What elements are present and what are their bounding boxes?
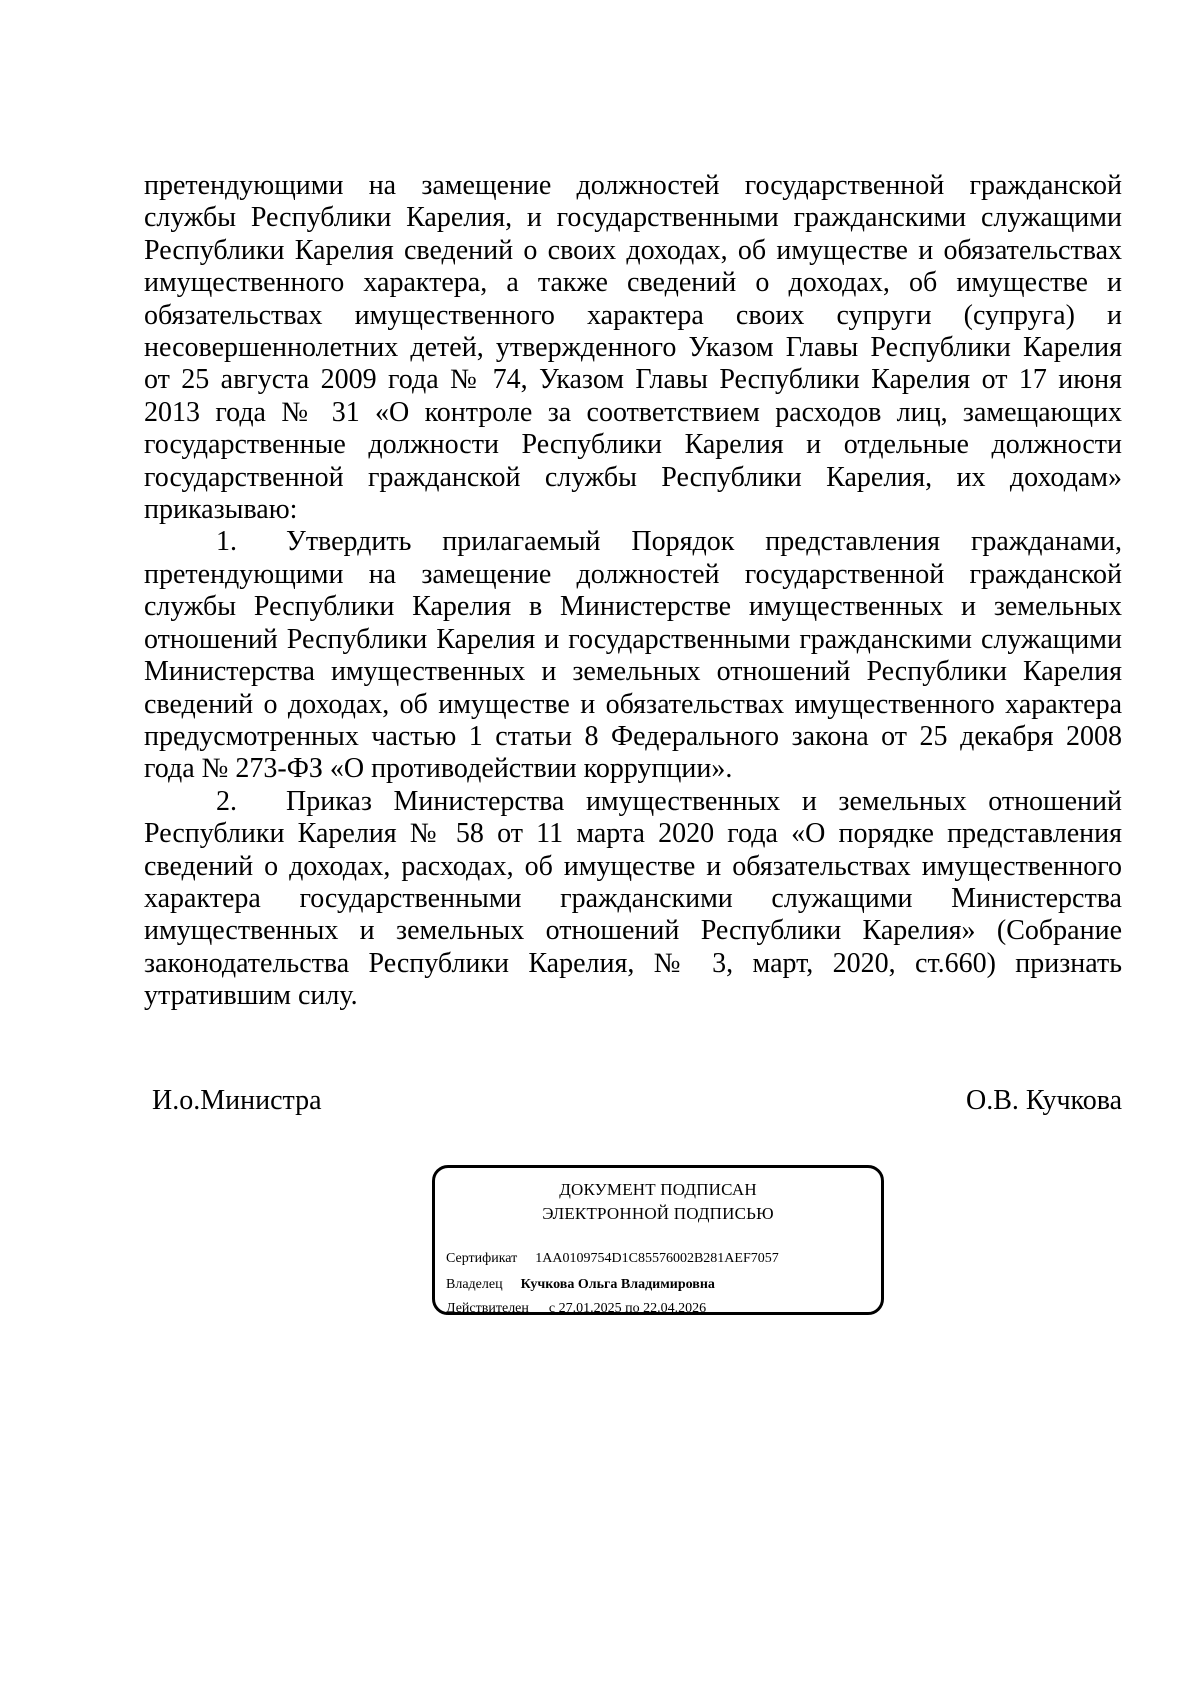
paragraph-item-2: [144, 786, 1122, 1013]
stamp-validity-row: [446, 1300, 706, 1318]
owner-label: Владелец: [446, 1277, 503, 1292]
paragraph-item-1: [144, 526, 1122, 785]
item-text: Утвердить прилагаемый Порядок представления гражданами, претендующими на замещение должностей государственной гражданской службы Республики Карелия в Министерстве имущественных и земельных отношений Республики Карелия и государственными гражданскими служащими Министерства имущественных и земельных отношений Республики Карелия сведений о доходах, об имуществе и обязательствах имущественного характера предусмотренных частью 1 статьи 8 Федерального закона от 25 декабря 2008 года № 273-ФЗ «О противодействии коррупции».: [144, 526, 1122, 785]
certificate-value: 1AA0109754D1C85576002B281AEF7057: [535, 1251, 779, 1266]
signatory-position: И.о.Министра: [152, 1085, 322, 1116]
owner-value: Кучкова Ольга Владимировна: [520, 1277, 715, 1292]
electronic-signature-stamp: [432, 1165, 884, 1315]
paragraph-intro: претендующими на замещение должностей государственной гражданской службы Республики Карелия, и государственными гражданскими служащими Республики Карелия сведений о своих доходах, об имуществе и обязательствах имущественного характера, а также сведений о доходах, об имуществе и обязательствах имущественного характера своих супруги (супруга) и несовершеннолетних детей, утвержденного Указом Главы Республики Карелия от 25 августа 2009 года № 74, Указом Главы Республики Карелия от 17 июня 2013 года № 31 «О контроле за соответствием расходов лиц, замещающих государственные должности Республики Карелия и отдельные должности государственной гражданской службы Республики Карелия, их доходам» приказываю:: [144, 170, 1122, 526]
item-number: 2.: [216, 785, 237, 817]
validity-label: Действителен: [446, 1301, 529, 1316]
stamp-owner-row: [446, 1276, 715, 1294]
stamp-title-line1: ДОКУМЕНТ ПОДПИСАН: [559, 1180, 757, 1199]
signatory-name: О.В. Кучкова: [965, 1085, 1122, 1116]
document-body: [144, 170, 1122, 1013]
certificate-label: Сертификат: [446, 1251, 518, 1266]
stamp-certificate-row: [446, 1250, 779, 1268]
stamp-title-line2: ЭЛЕКТРОННОЙ ПОДПИСЬЮ: [542, 1204, 774, 1223]
validity-value: с 27.01.2025 по 22.04.2026: [548, 1301, 707, 1316]
item-text: Приказ Министерства имущественных и земельных отношений Республики Карелия № 58 от 11 марта 2020 года «О порядке представления сведений о доходах, расходах, об имуществе и обязательствах имущественного характера государственными гражданскими служащими Министерства имущественных и земельных отношений Республики Карелия» (Собрание законодательства Республики Карелия, № 3, март, 2020, ст.660) признать утратившим силу.: [144, 785, 1122, 1012]
item-number: 1.: [216, 526, 237, 558]
